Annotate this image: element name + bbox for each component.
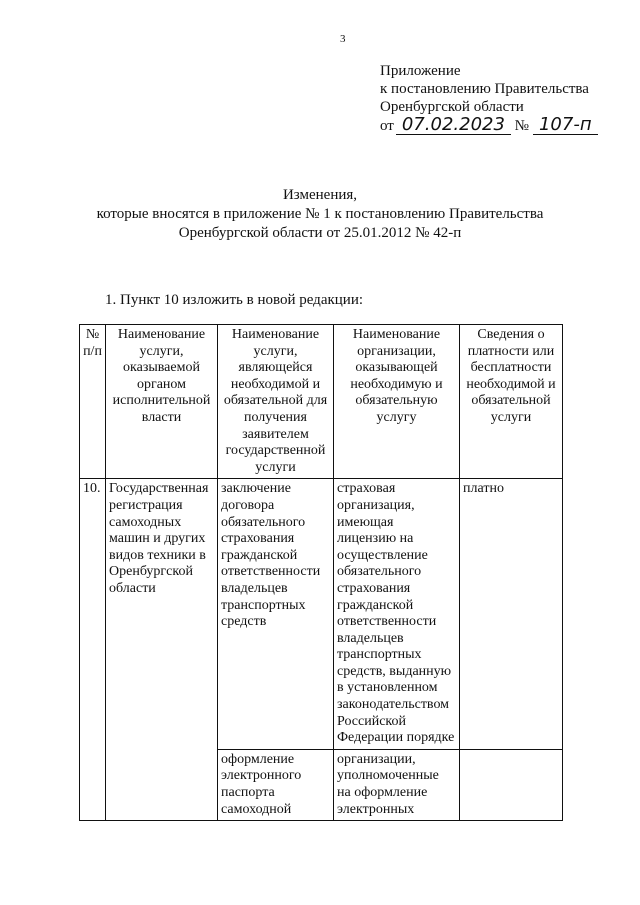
point-text: 1. Пункт 10 изложить в новой редакции: — [105, 292, 364, 308]
appendix-line-2: к постановлению Правительства — [380, 81, 589, 97]
title-line-2: которые вносятся в приложение № 1 к постановлению Правительства — [96, 206, 544, 222]
cell-organization: организации, уполномоченные на оформление электронных — [334, 749, 460, 820]
cell-number-empty — [80, 749, 106, 820]
appendix-title: Приложение — [380, 63, 461, 79]
cell-service: Государственная регистрация самоходных машин и других видов техники в Оренбургской области — [106, 479, 218, 750]
cell-required-service: оформление электронного паспорта самоходной — [218, 749, 334, 820]
date-prefix: от — [380, 118, 394, 134]
table-row — [80, 479, 563, 750]
cell-service-empty — [106, 749, 218, 820]
cell-number: 10. — [80, 479, 106, 750]
table-header-row — [80, 325, 563, 479]
header-required-service: Наименование услуги, являющейся необходимой и обязательной для получения заявителем государственной услуги — [218, 325, 334, 479]
header-service: Наименование услуги, оказываемой органом исполнительной власти — [106, 325, 218, 479]
handwritten-date: 07.02.2023 — [396, 116, 511, 135]
appendix-line-3: Оренбургской области — [380, 99, 524, 115]
services-table — [79, 324, 563, 821]
cell-required-service: заключение договора обязательного страхования гражданской ответственности владельцев транспортных средств — [218, 479, 334, 750]
number-prefix: № — [514, 118, 529, 134]
appendix-header — [380, 62, 598, 135]
handwritten-number: 107-п — [533, 116, 598, 135]
page-number: 3 — [340, 33, 346, 45]
cell-payment-empty — [460, 749, 563, 820]
cell-payment: платно — [460, 479, 563, 750]
table-row — [80, 749, 563, 820]
title-line-3: Оренбургской области от 25.01.2012 № 42-п — [178, 225, 462, 241]
cell-organization: страховая организация, имеющая лицензию на осуществление обязательного страхования гражданской ответственности владельцев транспортных средств, выданную в установленном законодательством Российской Федерации порядке — [334, 479, 460, 750]
header-number: № п/п — [80, 325, 106, 479]
appendix-date-line — [380, 116, 598, 135]
header-organization: Наименование организации, оказывающей необходимую и обязательную услугу — [334, 325, 460, 479]
document-title — [90, 186, 550, 243]
title-line-1: Изменения, — [282, 187, 358, 203]
header-payment: Сведения о платности или бесплатности необходимой и обязательной услуги — [460, 325, 563, 479]
